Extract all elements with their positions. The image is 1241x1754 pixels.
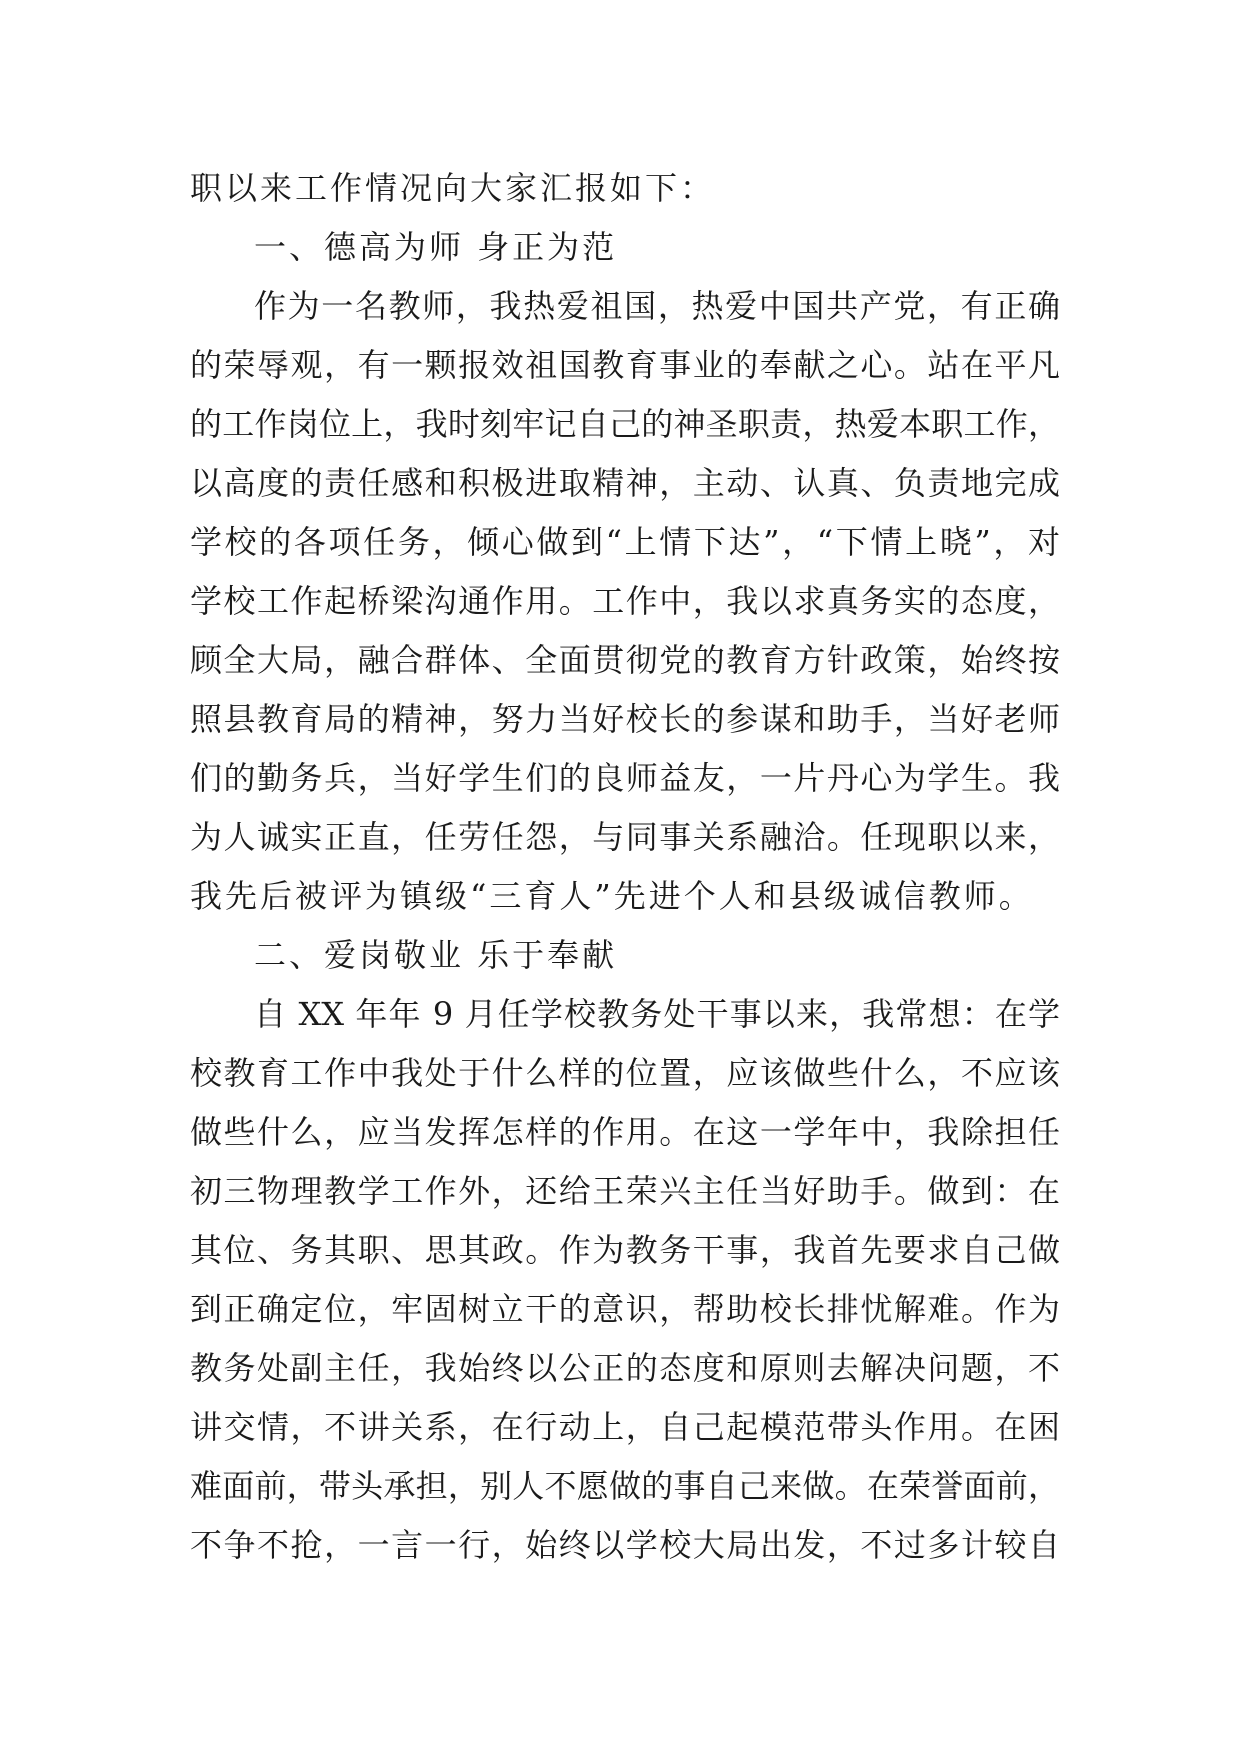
text-line: 做些什么，应当发挥怎样的作用。在这一学年中，我除担任 (190, 1113, 1060, 1151)
text-line: 到正确定位，牢固树立干的意识，帮助校长排忧解难。作为 (190, 1290, 1060, 1328)
text-line: 我先后被评为镇级“三育人”先进个人和县级诚信教师。 (190, 877, 1034, 915)
text-line: 不争不抢，一言一行，始终以学校大局出发，不过多计较自 (190, 1526, 1060, 1564)
text-line: 自 XX 年年 9 月任学校教务处干事以来，我常想：在学 (254, 995, 1060, 1033)
document-body (190, 159, 1060, 1575)
text-line: 照县教育局的精神，努力当好校长的参谋和助手，当好老师 (190, 700, 1060, 738)
text-line: 学校工作起桥梁沟通作用。工作中，我以求真务实的态度， (190, 582, 1060, 620)
section-heading: 一、德高为师 身正为范 (254, 228, 618, 266)
text-line: 们的勤务兵，当好学生们的良师益友，一片丹心为学生。我 (190, 759, 1060, 797)
text-line: 学校的各项任务，倾心做到“上情下达”，“下情上晓”，对 (190, 523, 1060, 561)
text-line: 讲交情，不讲关系，在行动上，自己起模范带头作用。在困 (190, 1408, 1060, 1446)
text-line: 难面前，带头承担，别人不愿做的事自己来做。在荣誉面前， (190, 1467, 1060, 1505)
text-line: 的荣辱观，有一颗报效祖国教育事业的奉献之心。站在平凡 (190, 346, 1060, 384)
text-line: 为人诚实正直，任劳任怨，与同事关系融洽。任现职以来， (190, 818, 1060, 856)
text-line: 的工作岗位上，我时刻牢记自己的神圣职责，热爱本职工作， (190, 405, 1060, 443)
text-line: 职以来工作情况向大家汇报如下： (190, 169, 716, 207)
text-line: 顾全大局，融合群体、全面贯彻党的教育方针政策，始终按 (190, 641, 1060, 679)
text-line: 校教育工作中我处于什么样的位置，应该做些什么，不应该 (190, 1054, 1060, 1092)
text-line: 其位、务其职、思其政。作为教务干事，我首先要求自己做 (190, 1231, 1060, 1269)
text-line: 以高度的责任感和积极进取精神，主动、认真、负责地完成 (190, 464, 1060, 502)
section-heading: 二、爱岗敬业 乐于奉献 (254, 936, 618, 974)
text-line: 作为一名教师，我热爱祖国，热爱中国共产党，有正确 (254, 287, 1060, 325)
text-line: 初三物理教学工作外，还给王荣兴主任当好助手。做到：在 (190, 1172, 1060, 1210)
text-line: 教务处副主任，我始终以公正的态度和原则去解决问题，不 (190, 1349, 1060, 1387)
